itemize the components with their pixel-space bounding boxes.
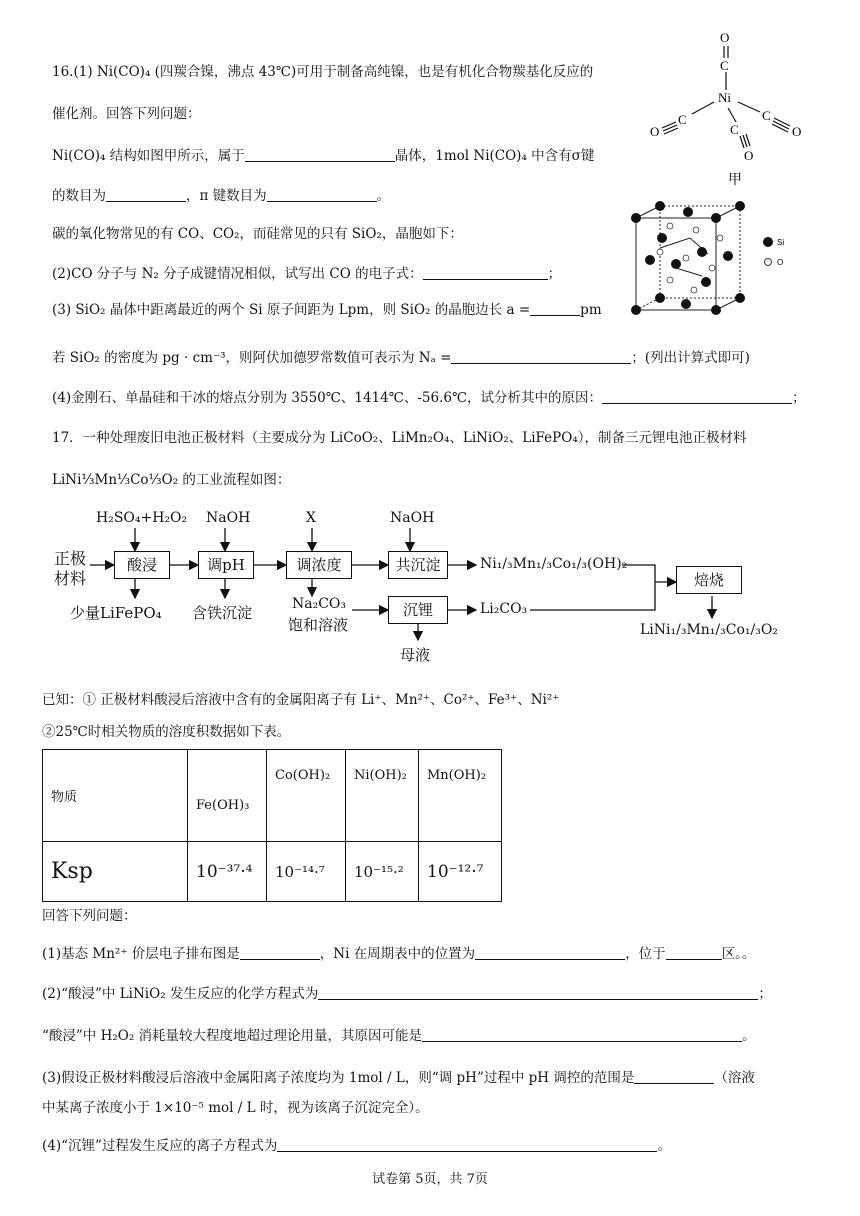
output-iron-precipitate: 含铁沉淀 <box>192 604 253 622</box>
figure-caption: 甲 <box>728 173 742 188</box>
na2co3-label: Na₂CO₃ <box>292 596 347 612</box>
q16-line8 <box>52 348 750 368</box>
answer-blank[interactable] <box>240 945 320 960</box>
q16-line5: 碳的氧化物常见的有 CO、CO₂，而硅常见的只有 SiO₂，晶胞如下： <box>52 226 463 242</box>
step-coprecipitation: 共沉淀 <box>388 551 448 579</box>
q17-line2: LiNi⅓Mn⅓Co⅓O₂ 的工业流程如图： <box>52 472 291 488</box>
step-adjust-concentration: 调浓度 <box>286 551 352 579</box>
q16-l4c: 。 <box>376 188 391 204</box>
c-atom-label: C <box>678 112 687 127</box>
step-lithium-precipitation: 沉锂 <box>388 596 448 624</box>
step-calcination: 焙烧 <box>676 566 742 594</box>
a6a: (4)“沉锂”过程发生反应的离子方程式为 <box>42 1138 278 1154</box>
o-atom-label: O <box>720 30 730 45</box>
q16-l3b: 晶体，1mol Ni(CO)₄ 中含有σ键 <box>394 148 595 164</box>
q16-l8b: ；(列出计算式即可) <box>631 350 750 366</box>
input-h2so4-h2o2: H₂SO₄+H₂O₂ <box>96 510 188 526</box>
q16-line2: 催化剂。回答下列问题： <box>52 106 201 122</box>
q16-l3a: Ni(CO)₄ 结构如图甲所示，属于 <box>52 148 245 164</box>
answer-blank[interactable] <box>245 147 395 162</box>
c-atom-label: C <box>762 108 771 123</box>
input-naoh-1: NaOH <box>206 510 251 526</box>
known-2: ②25℃时相关物质的溶度积数据如下表。 <box>42 724 291 740</box>
start-label-1: 正极 <box>54 549 87 568</box>
answer-q4 <box>42 1136 671 1156</box>
a2a: (2)“酸浸”中 LiNiO₂ 发生反应的化学方程式为 <box>42 986 319 1002</box>
a1d: 区。。 <box>721 946 756 962</box>
q16-line6 <box>52 264 561 284</box>
answer-blank[interactable] <box>423 265 548 280</box>
q17-line1: 17．一种处理废旧电池正极材料（主要成分为 LiCoO₂、LiMn₂O₄、LiNiO₂、LiFePO₄），制备三元锂电池正极材料 <box>52 430 747 446</box>
a6b: 。 <box>657 1138 671 1154</box>
sio2-unit-cell-figure <box>620 198 820 320</box>
answer-blank[interactable] <box>451 349 631 364</box>
a1c: ，位于 <box>625 946 666 962</box>
answer-q2 <box>42 984 772 1004</box>
ksp-table <box>42 749 502 902</box>
table-cell: 10⁻¹²·⁷ <box>419 842 502 902</box>
answer-blank[interactable] <box>106 187 186 202</box>
table-header: Fe(OH)₃ <box>188 750 267 842</box>
step-acid-leach: 酸浸 <box>114 551 170 579</box>
figure-jia-ni-co4-structure <box>640 30 830 190</box>
answer-blank[interactable] <box>475 945 625 960</box>
ni-atom-label: Ni <box>718 90 731 105</box>
answer-q3 <box>42 1068 755 1088</box>
page-footer: 试卷第 5页，共 7页 <box>372 1172 488 1187</box>
answer-blank[interactable] <box>666 945 722 960</box>
table-header: Ni(OH)₂ <box>346 750 419 842</box>
si-legend-marker <box>763 237 773 247</box>
step-adjust-ph: 调pH <box>198 551 254 579</box>
q16-l9a: (4)金刚石、单晶硅和干冰的熔点分别为 3550℃、1414℃、-56.6℃，试分析其中的原因： <box>52 390 603 406</box>
o-atom-label: O <box>650 124 660 139</box>
a1b: ，Ni 在周期表中的位置为 <box>319 946 476 962</box>
q16-l9b: ； <box>792 390 806 406</box>
answer-blank[interactable] <box>267 187 377 202</box>
answer-blank[interactable] <box>602 389 792 404</box>
answer-blank[interactable] <box>318 985 758 1000</box>
q16-l4a: 的数目为 <box>52 188 106 204</box>
product-li2co3: Li₂CO₃ <box>480 601 528 617</box>
q16-l6a: (2)CO 分子与 N₂ 分子成键情况相似，试写出 CO 的电子式： <box>52 266 423 282</box>
answer-blank[interactable] <box>277 1137 657 1152</box>
answer-q3-note: 中某离子浓度小于 1×10⁻⁵ mol / L 时，视为该离子沉淀完全）。 <box>42 1100 429 1116</box>
output-lifepo4: 少量LiFePO₄ <box>70 604 162 622</box>
c-atom-label: C <box>720 58 729 73</box>
o-legend-marker <box>765 259 772 266</box>
a2b: ； <box>758 986 772 1002</box>
q16-line7 <box>52 300 602 320</box>
answer-q2b <box>42 1026 756 1046</box>
o-atom-label: O <box>792 124 802 139</box>
final-product: LiNi₁/₃Mn₁/₃Co₁/₃O₂ <box>640 622 778 638</box>
q16-l7b: pm <box>580 302 602 318</box>
answer-blank[interactable] <box>530 301 580 316</box>
answer-blank[interactable] <box>634 1069 714 1084</box>
answer-blank[interactable] <box>422 1027 742 1042</box>
a4a: (3)假设正极材料酸浸后溶液中金属阳离子浓度均为 1mol / L，则“调 pH”过程中 pH 调控的范围是 <box>42 1070 635 1086</box>
q16-l6b: ； <box>547 266 562 282</box>
product-hydroxide: Ni₁/₃Mn₁/₃Co₁/₃(OH)₂ <box>480 556 628 572</box>
q16-line4 <box>52 186 390 206</box>
q16-l8a: 若 SiO₂ 的密度为 pg · cm⁻³，则阿伏加德罗常数值可表示为 Nₐ = <box>52 350 452 366</box>
q16-line1: 16.(1) Ni(CO)₄ (四羰合镍，沸点 43℃)可用于制备高纯镍，也是有机化合物羰基化反应的 <box>52 64 594 80</box>
q16-line9 <box>52 388 806 408</box>
table-cell: 10⁻³⁷·⁴ <box>188 842 267 902</box>
o-atom-label: O <box>744 148 754 163</box>
si-legend-label: Si <box>777 238 785 247</box>
q16-l7a: (3) SiO₂ 晶体中距离最近的两个 Si 原子间距为 Lpm，则 SiO₂ 的晶胞边长 a = <box>52 302 531 318</box>
start-label-2: 材料 <box>54 569 87 588</box>
c-atom-label: C <box>730 122 739 137</box>
o-legend-label: O <box>777 258 784 267</box>
known-1: 已知：① 正极材料酸浸后溶液中含有的金属阳离子有 Li⁺、Mn²⁺、Co²⁺、Fe³⁺、Ni²⁺ <box>42 692 560 708</box>
q16-line3 <box>52 146 594 166</box>
saturated-solution-label: 饱和溶液 <box>288 616 349 634</box>
a1a: (1)基态 Mn²⁺ 价层电子排布图是 <box>42 946 240 962</box>
input-naoh-2: NaOH <box>390 510 435 526</box>
table-cell: 10⁻¹⁵·² <box>346 842 419 902</box>
a3a: “酸浸”中 H₂O₂ 消耗量较大程度地超过理论用量，其原因可能是 <box>42 1028 423 1044</box>
ksp-label: Ksp <box>43 842 188 902</box>
table-cell: 10⁻¹⁴·⁷ <box>267 842 346 902</box>
a4b: （溶液 <box>714 1070 755 1086</box>
answer-intro: 回答下列问题： <box>42 908 137 924</box>
q16-l4b: ，π 键数目为 <box>186 188 267 204</box>
answer-q1 <box>42 944 755 964</box>
table-header: Mn(OH)₂ <box>419 750 502 842</box>
input-x: X <box>306 510 316 526</box>
mother-liquor: 母液 <box>400 646 431 664</box>
table-header: Co(OH)₂ <box>267 750 346 842</box>
table-header: 物质 <box>43 750 188 842</box>
a3b: 。 <box>742 1028 756 1044</box>
